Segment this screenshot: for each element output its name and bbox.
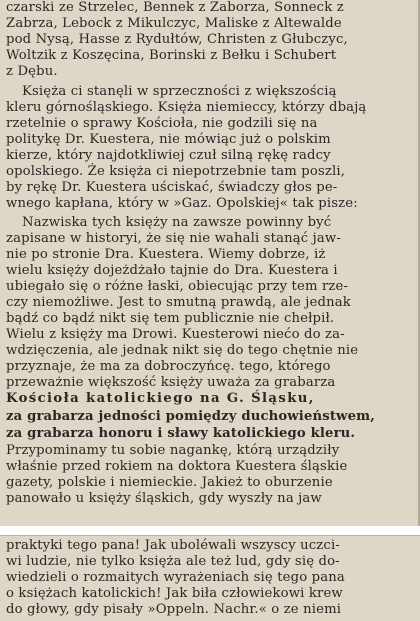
text-line: kierze, który najdotkliwiej czuł silną rękę radcy [6, 148, 331, 163]
text-line: przeważnie większość księży uważa za grabarza [6, 375, 336, 390]
clipping-gap [0, 526, 420, 535]
text-line: pod Nysą, Hasse z Rydułtów, Christen z Głubczyc, [6, 32, 348, 47]
text-line: gazety, polskie i niemieckie. Jakież to oburzenie [6, 475, 333, 490]
text-line: wiedzieli o rozmaitych wyrażeniach się tego pana [6, 570, 345, 585]
text-line: Wielu z księży ma Drowi. Kuesterowi niećo do za- [6, 327, 345, 342]
text-line: rzetelnie o sprawy Kościoła, nie godzili się na [6, 116, 318, 131]
text-line: by rękę Dr. Kuestera uściskać, świadczy głos pe- [6, 180, 338, 195]
text-line: właśnie przed rokiem na doktora Kuestera śląskie [6, 459, 348, 474]
text-line: czy niemożliwe. Jest to smutną prawdą, ale jednak [6, 295, 351, 310]
text-line: praktyki tego pana! Jak uboléwali wszyscy uczci- [6, 538, 340, 553]
text-line: kleru górnośląskiego. Księża niemieccy, którzy dbają [6, 100, 367, 115]
emphasized-text-line: za grabarza jedności pomiędzy duchowieństwem, [6, 409, 375, 424]
text-line: z Dębu. [6, 64, 58, 79]
text-line: o księżach katolickich! Jak biła człowiekowi krew [6, 586, 343, 601]
text-line: Zabrza, Lebock z Mikulczyc, Maliske z Altewalde [6, 16, 342, 31]
text-line: bądź co bądź nikt się tem publicznie nie chełpił. [6, 311, 335, 326]
text-line: ubiegało się o różne łaski, obiecując przy tem rze- [6, 279, 349, 294]
text-line: Księża ci stanęli w sprzeczności z większością [22, 84, 337, 99]
emphasized-text-line: Kościoła katolickiego na G. Śląsku, [6, 391, 315, 406]
text-line: wdzięczenia, ale jednak nikt się do tego chętnie nie [6, 343, 359, 358]
newspaper-clipping-bottom [0, 535, 420, 621]
text-line: opolskiego. Że księża ci niepotrzebnie tam poszli, [6, 164, 346, 179]
emphasized-text-line: za grabarza honoru i sławy katolickiego kleru. [6, 426, 356, 441]
text-line: nie po stronie Dra. Kuestera. Wiemy dobrze, iż [6, 247, 326, 262]
text-line: wielu księży dojeżdżało tajnie do Dra. Kuestera i [6, 263, 338, 278]
text-line: Woltzik z Koszęcina, Borinski z Bełku i Schubert [6, 48, 337, 63]
text-line: Nazwiska tych księży na zawsze powinny być [22, 215, 332, 230]
text-line: czarski ze Strzelec, Bennek z Zaborza, Sonneck z [6, 0, 344, 15]
text-line: wi ludzie, nie tylko księża ale też lud, gdy się do- [6, 554, 340, 569]
text-line: panowało u księży śląskich, gdy wyszły na jaw [6, 491, 322, 506]
text-line: Przypominamy tu sobie nagankę, którą urządziły [6, 443, 340, 458]
text-line: do głowy, gdy pisały »Oppeln. Nachr.« o ze niemi [6, 602, 342, 617]
text-line: przyznaje, że ma za dobroczyńcę. tego, którego [6, 359, 331, 374]
text-line: politykę Dr. Kuestera, nie mówiąc już o polskim [6, 132, 331, 147]
text-line: wnego kapłana, który w »Gaz. Opolskiej« tak pisze: [6, 196, 358, 211]
text-line: zapisane w historyi, że się nie wahali stanąć jaw- [6, 231, 341, 246]
